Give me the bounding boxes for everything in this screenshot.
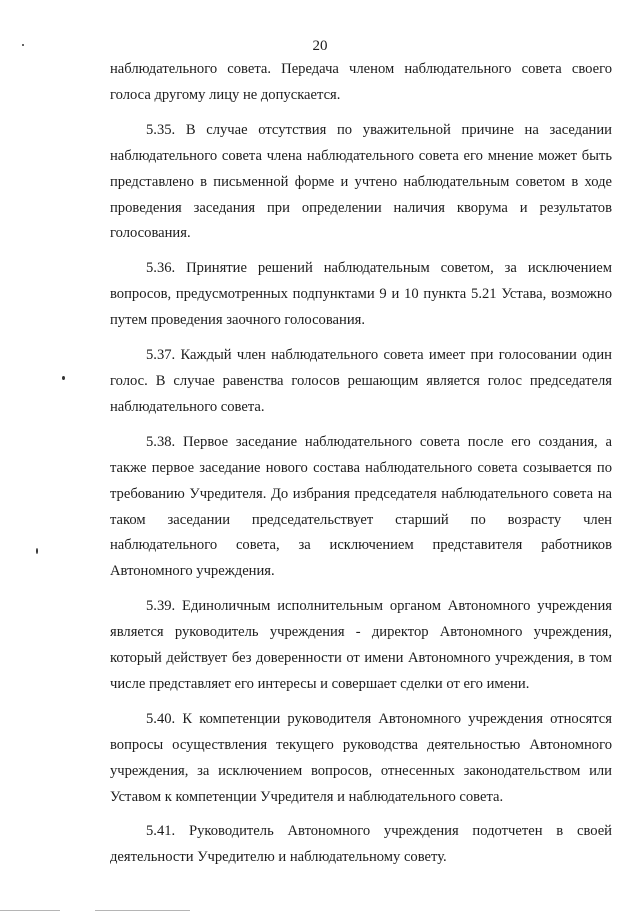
- paragraph-5-40: 5.40. К компетенции руководителя Автономного учреждения относятся вопросы осуществления текущего руководства деятельностью Автономного учреждения, за исключением вопросов, отнесенных законодательством или Уставом к компетенции Учредителя и наблюдательного совета.: [110, 710, 612, 805]
- scan-edge-line: [95, 910, 190, 911]
- document-body: [110, 57, 612, 880]
- scan-edge-line: [0, 910, 60, 911]
- scan-speck: [22, 44, 24, 46]
- paragraph-5-39: 5.39. Единоличным исполнительным органом Автономного учреждения является руководитель учреждения - директор Автономного учреждения, который действует без доверенности от имени Автономного учреждения, в том числе представляет его интересы и совершает сделки от его имени.: [110, 598, 612, 692]
- scan-speck: [36, 548, 38, 554]
- paragraph-5-37: 5.37. Каждый член наблюдательного совета имеет при голосовании один голос. В случае равенства голосов решающим является голос председателя наблюдательного совета.: [110, 347, 612, 415]
- paragraph-5-41: 5.41. Руководитель Автономного учреждения подотчетен в своей деятельности Учредителю и наблюдательному совету.: [110, 823, 612, 866]
- paragraph-5-36: 5.36. Принятие решений наблюдательным советом, за исключением вопросов, предусмотренных подпунктами 9 и 10 пункта 5.21 Устава, возможно путем проведения заочного голосования.: [110, 260, 612, 329]
- page-number: 20: [312, 38, 328, 54]
- paragraph-5-38: 5.38. Первое заседание наблюдательного совета после его создания, а также первое заседание нового состава наблюдательного совета созывается по требованию Учредителя. До избрания председателя наблюдательного совета на таком заседании председательствует старший по возрасту член наблюдательного совета, за исключением представителя работников Автономного учреждения.: [110, 433, 612, 580]
- paragraph-continuation: наблюдательного совета. Передача членом наблюдательного совета своего голоса другому лицу не допускается.: [110, 61, 612, 103]
- scan-speck: [62, 376, 65, 380]
- paragraph-5-35: 5.35. В случае отсутствия по уважительной причине на заседании наблюдательного совета члена наблюдательного совета его мнение может быть представлено в письменной форме и учтено наблюдательным советом в ходе проведения заседания при определении наличия кворума и результатов голосования.: [110, 121, 612, 242]
